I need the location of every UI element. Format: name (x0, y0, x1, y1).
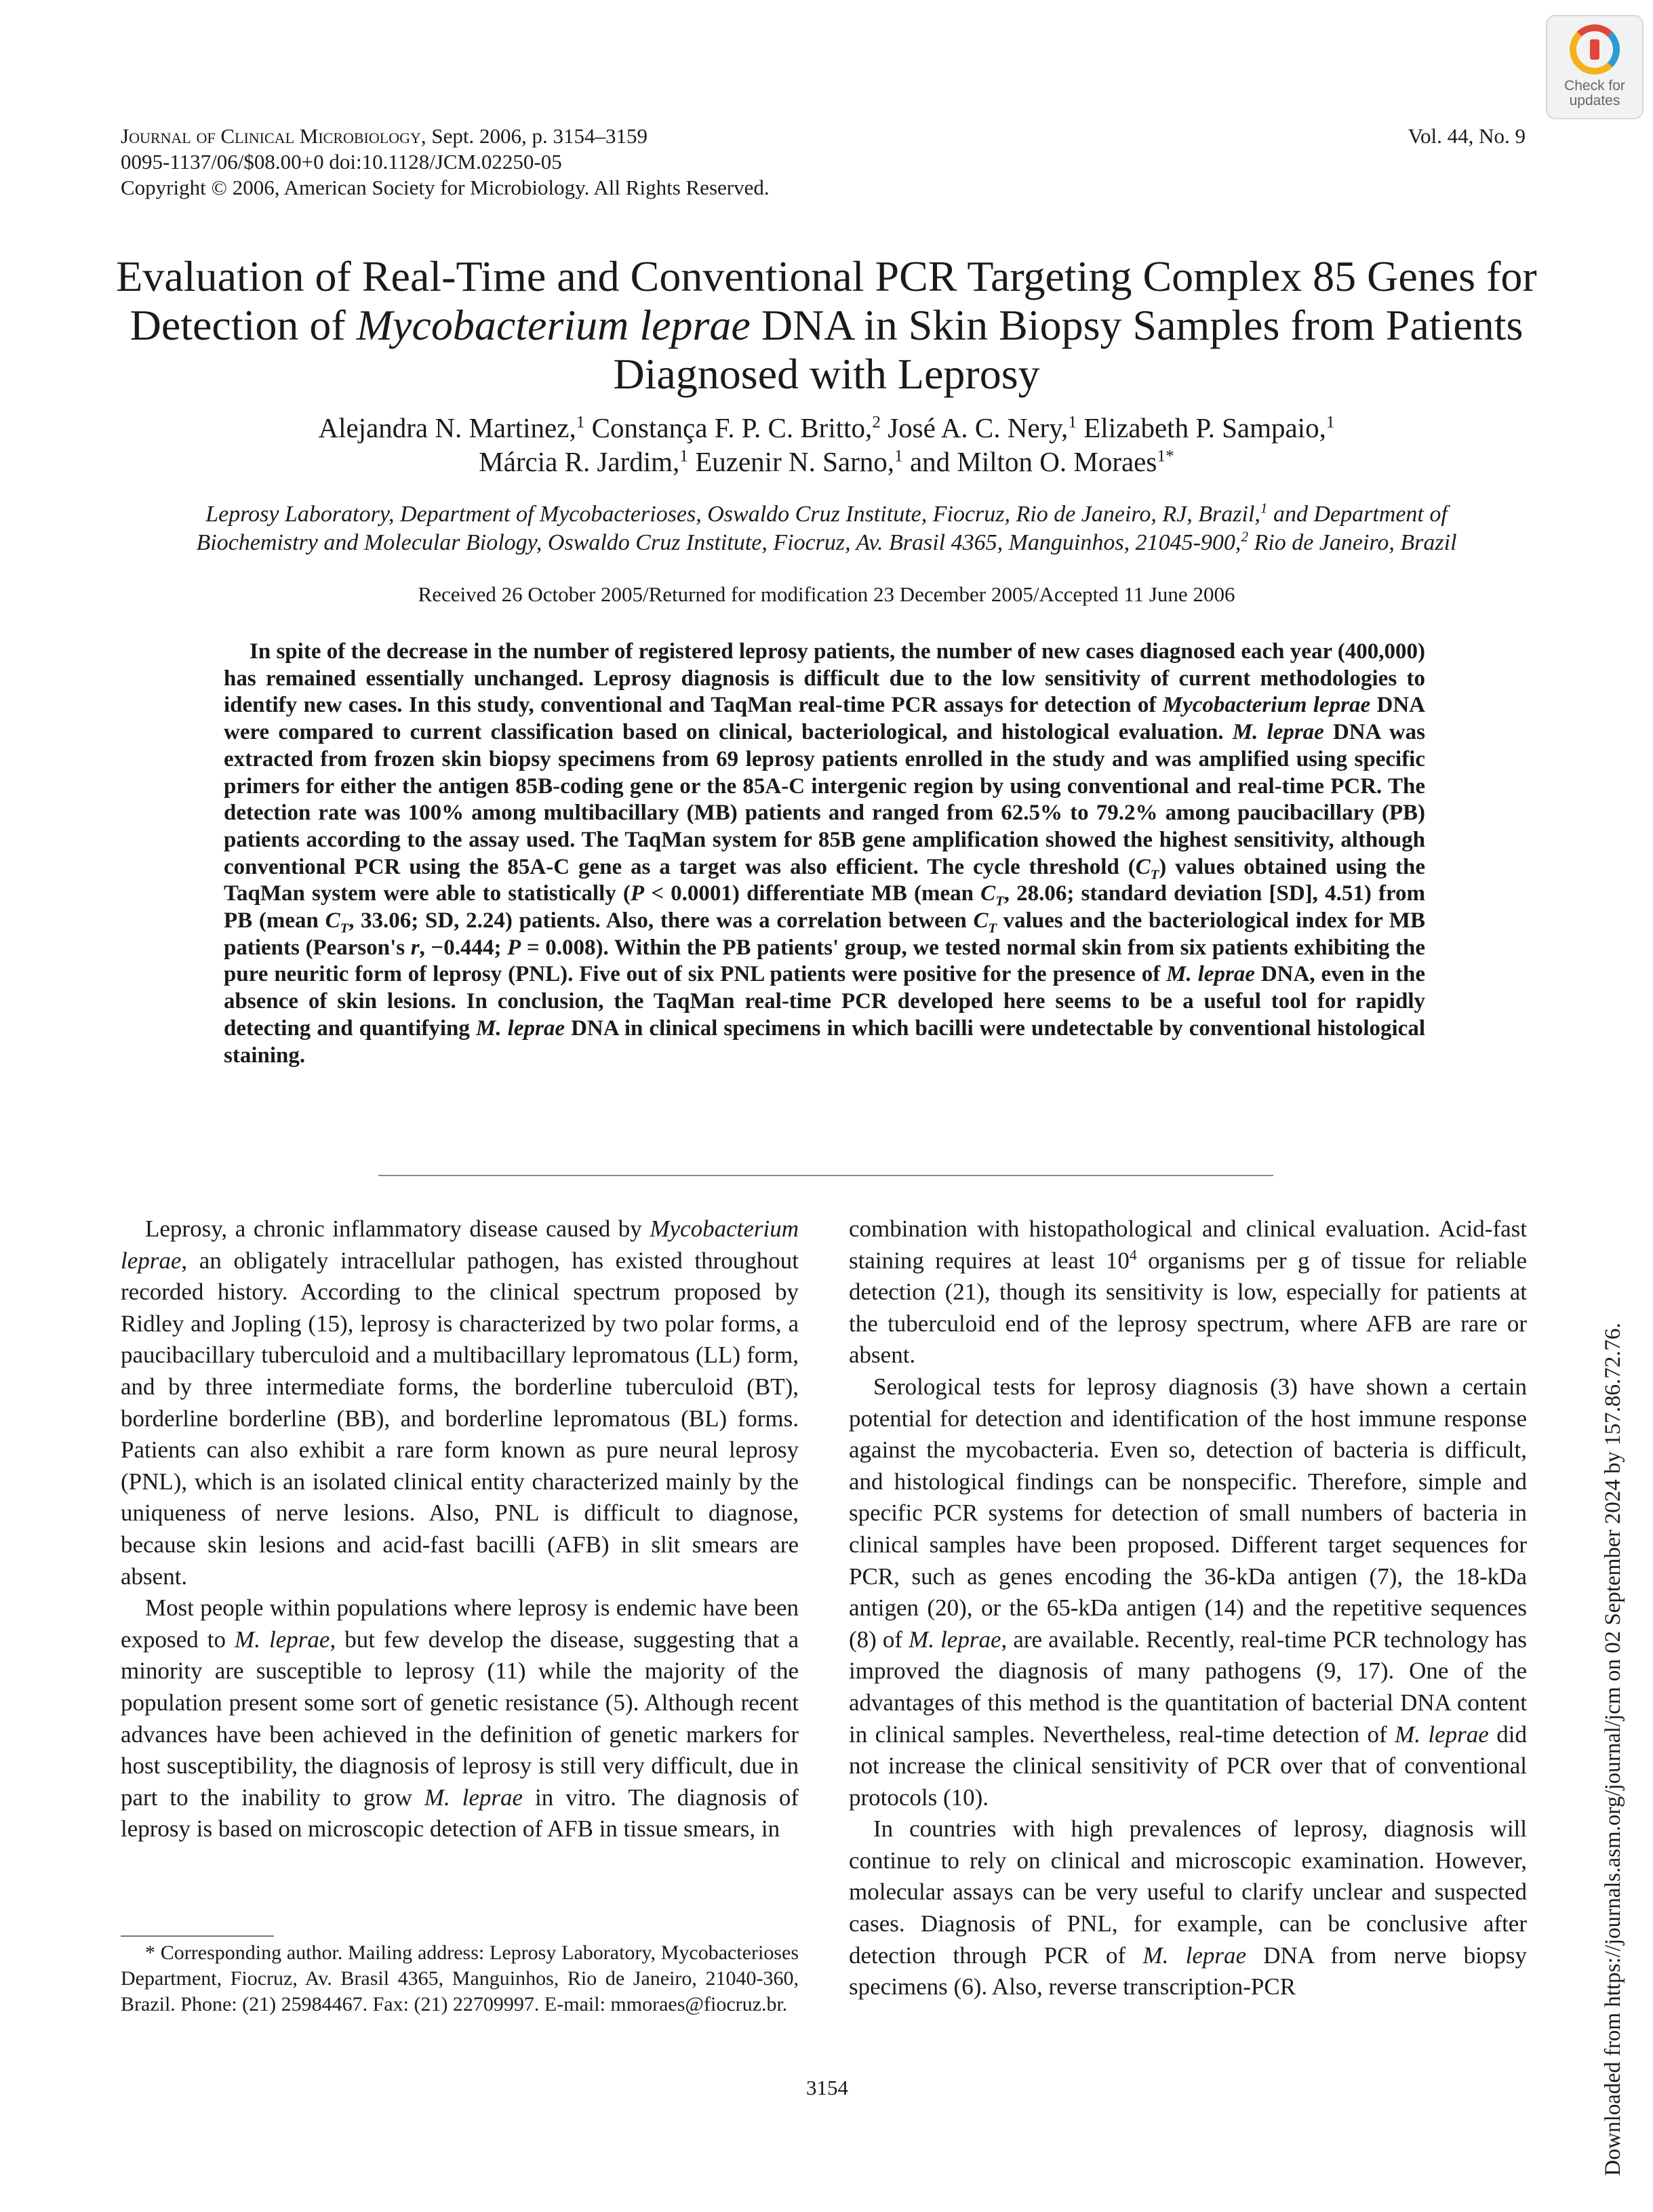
body-left-column (121, 1213, 799, 1845)
badge-label: Check for (1564, 78, 1625, 94)
paragraph: In countries with high prevalences of leprosy, diagnosis will continue to rely on clinical and microscopic examination. However, molecular assays can be very useful to clarify unclear and suspected cases. Diagnosis of PNL, for example, can be conclusive after detection through PCR of M. leprae DNA from nerve biopsy specimens (6). Also, reverse transcription-PCR (849, 1815, 1527, 2000)
issn-doi: 0095-1137/06/$08.00+0 doi:10.1128/JCM.02250-05 (121, 150, 562, 174)
body-right-column (849, 1213, 1527, 2003)
download-note: Downloaded from https://journals.asm.org/journal/jcm on 02 September 2024 by 157.86.72.76. (1601, 1323, 1625, 2176)
volume-number: Vol. 44, No. 9 (1408, 124, 1526, 148)
page-number: 3154 (806, 2076, 848, 2099)
journal-name: Journal of Clinical Microbiology (121, 124, 421, 148)
section-divider (378, 1175, 1273, 1176)
affiliations: Leprosy Laboratory, Department of Mycobacterioses, Oswaldo Cruz Institute, Fiocruz, Rio de Janeiro, RJ, Brazil,$^1$ and Department of Biochemistry and Molecular Biology, Oswaldo Cruz Institute, Fiocruz, Av. Brasil 4365, Manguinhos, 21045-900,$^2$ Rio de Janeiro, Brazil (196, 500, 1457, 555)
paragraph: Leprosy, a chronic inflammatory disease caused by Mycobacterium leprae, an obligately intracellular pathogen, has existed throughout recorded history. According to the clinical spectrum proposed by Ridley and Jopling (15), leprosy is characterized by two polar forms, a paucibacillary tuberculoid and a multibacillary lepromatous (LL) form, and by three intermediate forms, the borderline tuberculoid (BT), borderline borderline (BB), and borderline lepromatous (BL) forms. Patients can also exhibit a rare form known as pure neural leprosy (PNL), which is an isolated clinical entity characterized mainly by the uniqueness of nerve lesions. Also, PNL is difficult to diagnose, because skin lesions and acid-fast bacilli (AFB) in slit smears are absent. (121, 1215, 799, 1590)
paragraph: Serological tests for leprosy diagnosis (3) have shown a certain potential for detection and identification of the host immune response against the mycobacteria. Even so, detection of bacteria is difficult, and histological findings can be nonspecific. Therefore, simple and specific PCR systems for detection of small numbers of bacteria in clinical samples have been proposed. Different target sequences for PCR, such as genes encoding the 36-kDa antigen (7), the 18-kDa antigen (20), or the 65-kDa antigen (14) and the repetitive sequences (8) of M. leprae, are available. Recently, real-time PCR technology has improved the diagnosis of many pathogens (9, 17). One of the advantages of this method is the quantitation of bacterial DNA content in clinical samples. Nevertheless, real-time detection of M. leprae did not increase the clinical sensitivity of PCR over that of conventional protocols (10). (849, 1373, 1527, 1811)
abstract: In spite of the decrease in the number of registered leprosy patients, the number of new cases diagnosed each year (400,000) has remained essentially unchanged. Leprosy diagnosis is difficult due to the low sensitivity of current methodologies to identify new cases. In this study, conventional and TaqMan real-time PCR assays for detection of Mycobacterium leprae DNA were compared to current classification based on clinical, bacteriological, and histological evaluation. M. leprae DNA was extracted from frozen skin biopsy specimens from 69 leprosy patients enrolled in the study and was amplified using specific primers for either the antigen 85B-coding gene or the 85A-C intergenic region by using conventional and real-time PCR. The detection rate was 100% among multibacillary (MB) patients and ranged from 62.5% to 79.2% among paucibacillary (PB) patients according to the assay used. The TaqMan system for 85B gene amplification showed the highest sensitivity, although conventional PCR using the 85A-C gene as a target was also efficient. The cycle threshold $(C_T)$ values obtained using the TaqMan system were able to statistically (P < 0.0001) differentiate MB (mean $C_T$, 28.06; standard deviation [SD], 4.51) from PB (mean $C_T$, 33.06; SD, 2.24) patients. Also, there was a correlation between $C_T$ values and the bacteriological index for MB patients (Pearson's r, −0.444; P = 0.008). Within the PB patients' group, we tested normal skin from six patients exhibiting the pure neuritic form of leprosy (PNL). Five out of six PNL patients were positive for the presence of M. leprae DNA, even in the absence of skin lesions. In conclusion, the TaqMan real-time PCR developed here seems to be a useful tool for rapidly detecting and quantifying M. leprae DNA in clinical specimens in which bacilli were undetectable by conventional histological staining. (224, 639, 1426, 1068)
article-title: Evaluation of Real-Time and Conventional PCR Targeting Complex 85 Genes for Detection of Mycobacterium leprae DNA in Skin Biopsy Samples from Patients Diagnosed with Leprosy (116, 252, 1537, 398)
author-list: Alejandra N. Martinez,$^1$ Constança F. P. C. Britto,$^2$ José A. C. Nery,$^1$ Elizabeth P. Sampaio,$^1$ Márcia R. Jardim,$^1$ Euzenir N. Sarno,$^1$ and Milton O. Moraes$^{1*}$ (318, 412, 1335, 477)
copyright: Copyright © 2006, American Society for Microbiology. All Rights Reserved. (121, 176, 770, 199)
paragraph: Most people within populations where leprosy is endemic have been exposed to M. leprae, but few develop the disease, suggesting that a minority are susceptible to leprosy (11) while the majority of the population present some sort of genetic resistance (5). Although recent advances have been achieved in the definition of genetic markers for host susceptibility, the diagnosis of leprosy is still very difficult, due in part to the inability to grow M. leprae in vitro. The diagnosis of leprosy is based on microscopic detection of AFB in tissue smears, in (121, 1594, 799, 1843)
journal-header (121, 123, 1070, 201)
corresponding-author-footnote: * Corresponding author. Mailing address: Leprosy Laboratory, Mycobacterioses Department, Fiocruz, Av. Brasil 4365, Manguinhos, Rio de Janeiro, 21040-360, Brazil. Phone: (21) 25984467. Fax: (21) 22709997. E-mail: mmoraes@fiocruz.br. (121, 1942, 799, 2015)
check-for-updates-button[interactable] (1546, 15, 1644, 119)
footnote-rule (121, 1935, 274, 1937)
citation: , Sept. 2006, p. 3154–3159 (420, 124, 648, 148)
badge-label-2: updates (1569, 93, 1620, 108)
received-dates: Received 26 October 2005/Returned for modification 23 December 2005/Accepted 11 June 2006 (418, 582, 1235, 606)
update-badge-icon (1570, 24, 1620, 75)
paragraph: combination with histopathological and clinical evaluation. Acid-fast staining requires at least $10^4$ organisms per g of tissue for reliable detection (21), though its sensitivity is low, especially for patients at the tuberculoid end of the leprosy spectrum, where AFB are rare or absent. (849, 1215, 1528, 1369)
